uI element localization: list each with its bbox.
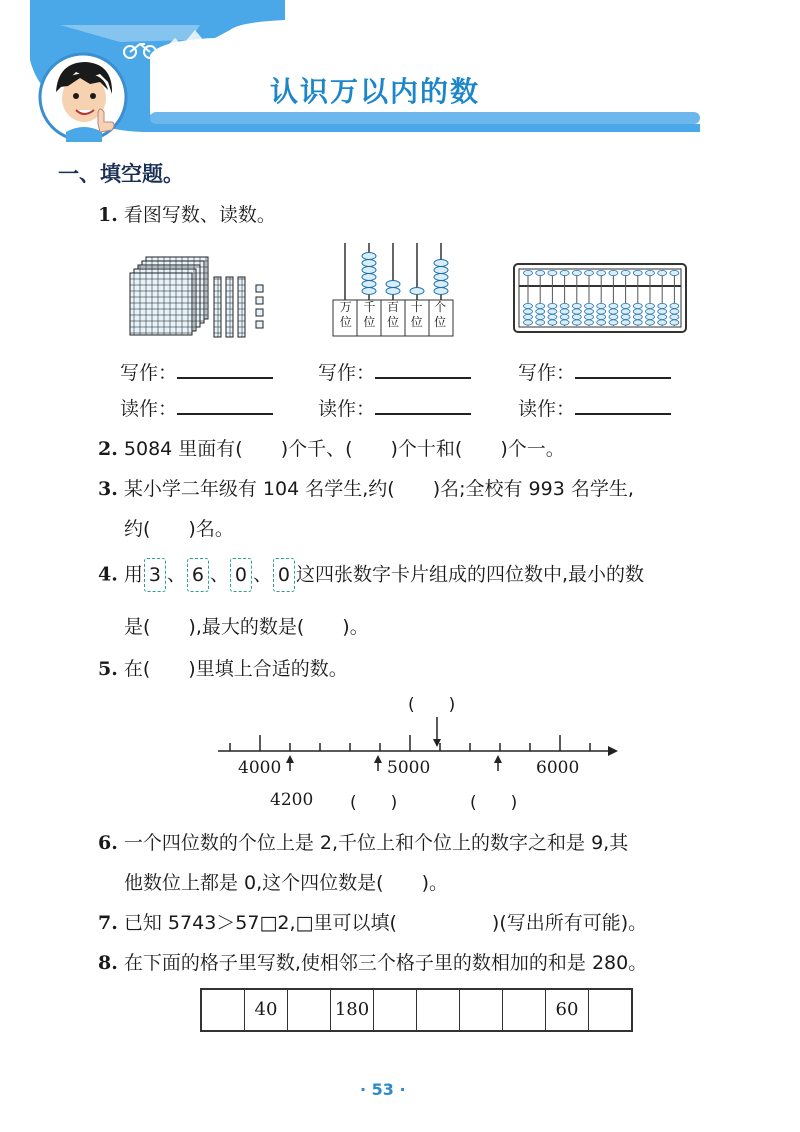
abacus-bead bbox=[560, 270, 569, 275]
abacus-bead bbox=[597, 309, 606, 314]
abacus-bead bbox=[536, 320, 545, 325]
answer-blank[interactable] bbox=[375, 361, 471, 379]
abacus-bead bbox=[646, 309, 655, 314]
question-text: 5084 里面有( )个千、( )个十和( )个一。 bbox=[123, 438, 565, 460]
abacus-bead bbox=[621, 320, 630, 325]
grid-cell[interactable] bbox=[503, 990, 546, 1030]
grid-cell[interactable]: 60 bbox=[546, 990, 589, 1030]
answer-blank[interactable] bbox=[375, 397, 471, 415]
abacus-bead bbox=[560, 303, 569, 308]
page-title: 认识万以内的数 bbox=[270, 75, 481, 108]
grid-cell[interactable] bbox=[417, 990, 460, 1030]
question-5: 5. 在( )里填上合适的数。 bbox=[98, 658, 348, 680]
abacus-bead bbox=[597, 303, 606, 308]
digit-card: 0 bbox=[273, 558, 295, 592]
grid-cell[interactable]: 180 bbox=[331, 990, 374, 1030]
question-6-line-2: 他数位上都是 0,这个四位数是( )。 bbox=[124, 872, 448, 894]
grid-cell[interactable]: 40 bbox=[245, 990, 288, 1030]
read-row-3: 读作： bbox=[518, 394, 671, 421]
answer-blank[interactable] bbox=[575, 397, 671, 415]
base-ten-blocks-figure bbox=[128, 255, 273, 345]
tick-label-6000: 6000 bbox=[536, 758, 580, 778]
abacus-bead bbox=[536, 270, 545, 275]
question-7: 7. 已知 5743＞57□2,□里可以填( )(写出所有可能)。 bbox=[98, 912, 648, 934]
abacus-bead bbox=[548, 303, 557, 308]
abacus-bead bbox=[670, 309, 679, 314]
digit-card: 6 bbox=[187, 558, 209, 592]
write-row-3: 写作： bbox=[518, 358, 671, 385]
boy-avatar bbox=[38, 52, 128, 142]
answer-blank[interactable] bbox=[177, 361, 273, 379]
question-text: 在下面的格子里写数,使相邻三个格子里的数相加的和是 280。 bbox=[123, 952, 648, 974]
abacus-bead bbox=[536, 314, 545, 319]
place-value-labels: 万 位 千 位 百 位 十 位 个 位 bbox=[339, 300, 447, 329]
question-4: 4. 用 3 、 6 、 0 、 0 这四张数字卡片组成的四位数中,最小的数 bbox=[98, 558, 644, 592]
grid-cell[interactable] bbox=[202, 990, 245, 1030]
question-8: 8. 在下面的格子里写数,使相邻三个格子里的数相加的和是 280。 bbox=[98, 952, 648, 974]
page-number: · 53 · bbox=[360, 1080, 406, 1099]
question-3: 3. 某小学二年级有 104 名学生,约( )名;全校有 993 名学生, bbox=[98, 478, 634, 500]
abacus-bead bbox=[609, 303, 618, 308]
abacus-bead bbox=[670, 303, 679, 308]
abacus-bead bbox=[585, 320, 594, 325]
abacus-bead bbox=[609, 270, 618, 275]
abacus-bead bbox=[621, 303, 630, 308]
abacus-bead bbox=[524, 303, 533, 308]
abacus-bead bbox=[585, 303, 594, 308]
abacus-bead bbox=[670, 270, 679, 275]
abacus-bead bbox=[658, 303, 667, 308]
abacus-bead bbox=[572, 320, 581, 325]
abacus-bead bbox=[536, 303, 545, 308]
grid-cell[interactable] bbox=[288, 990, 331, 1030]
digit-card: 0 bbox=[230, 558, 252, 592]
abacus-bead bbox=[560, 314, 569, 319]
abacus-bead bbox=[633, 314, 642, 319]
answer-blank[interactable] bbox=[177, 397, 273, 415]
question-4-line-2: 是( ),最大的数是( )。 bbox=[124, 616, 369, 638]
abacus-bead bbox=[524, 314, 533, 319]
abacus-bead bbox=[572, 303, 581, 308]
abacus-bead bbox=[548, 314, 557, 319]
answer-paren[interactable]: ( ) bbox=[408, 695, 456, 715]
abacus-bead bbox=[646, 303, 655, 308]
section-heading: 一、填空题。 bbox=[58, 162, 184, 186]
read-row-1: 读作： bbox=[120, 394, 273, 421]
abacus-bead bbox=[585, 270, 594, 275]
write-row-2: 写作： bbox=[318, 358, 471, 385]
tick-label-5000: 5000 bbox=[387, 758, 431, 778]
write-row-1: 写作： bbox=[120, 358, 273, 385]
tick-label-4000: 4000 bbox=[238, 758, 282, 778]
abacus-bead bbox=[597, 314, 606, 319]
abacus-bead bbox=[585, 309, 594, 314]
question-text: 某小学二年级有 104 名学生,约( )名;全校有 993 名学生, bbox=[123, 478, 634, 500]
question-3-line-2: 约( )名。 bbox=[124, 518, 234, 540]
abacus-bead bbox=[670, 314, 679, 319]
abacus-bead bbox=[524, 320, 533, 325]
abacus-bead bbox=[658, 320, 667, 325]
abacus-bead bbox=[646, 270, 655, 275]
question-text: 已知 5743＞57□2,□里可以填( )(写出所有可能)。 bbox=[123, 912, 648, 934]
abacus-bead bbox=[572, 270, 581, 275]
abacus-bead bbox=[585, 314, 594, 319]
abacus-bead bbox=[621, 314, 630, 319]
abacus-bead bbox=[658, 270, 667, 275]
abacus-bead bbox=[609, 314, 618, 319]
abacus-bead bbox=[548, 309, 557, 314]
abacus-bead bbox=[597, 270, 606, 275]
abacus-bead bbox=[609, 309, 618, 314]
abacus-bead bbox=[633, 303, 642, 308]
question-text: 在( )里填上合适的数。 bbox=[123, 658, 348, 680]
abacus-bead bbox=[524, 309, 533, 314]
abacus-bead bbox=[524, 270, 533, 275]
abacus-figure bbox=[512, 262, 688, 334]
grid-cell[interactable] bbox=[374, 990, 417, 1030]
abacus-bead bbox=[597, 320, 606, 325]
question-number: 1. bbox=[98, 204, 118, 226]
abacus-bead bbox=[572, 309, 581, 314]
abacus-bead bbox=[536, 309, 545, 314]
answer-paren[interactable]: ( ) bbox=[470, 793, 518, 813]
question-6: 6. 一个四位数的个位上是 2,千位上和个位上的数字之和是 9,其 bbox=[98, 832, 629, 854]
abacus-bead bbox=[633, 309, 642, 314]
question-1 bbox=[98, 200, 276, 227]
abacus-bead bbox=[560, 309, 569, 314]
abacus-bead bbox=[560, 320, 569, 325]
abacus-bead bbox=[646, 320, 655, 325]
abacus-bead bbox=[670, 320, 679, 325]
grid-cell[interactable] bbox=[589, 990, 631, 1030]
tick-label-4200: 4200 bbox=[270, 790, 314, 810]
grid-cell[interactable] bbox=[460, 990, 503, 1030]
abacus-bead bbox=[621, 270, 630, 275]
number-grid bbox=[200, 988, 633, 1032]
answer-paren[interactable]: ( ) bbox=[350, 793, 398, 813]
abacus-bead bbox=[621, 309, 630, 314]
question-2: 2. 5084 里面有( )个千、( )个十和( )个一。 bbox=[98, 438, 565, 460]
abacus-bead bbox=[646, 314, 655, 319]
digit-card: 3 bbox=[144, 558, 166, 592]
abacus-bead bbox=[633, 270, 642, 275]
abacus-bead bbox=[633, 320, 642, 325]
abacus-bead bbox=[658, 309, 667, 314]
abacus-bead bbox=[548, 270, 557, 275]
question-text: 一个四位数的个位上是 2,千位上和个位上的数字之和是 9,其 bbox=[123, 832, 629, 854]
abacus-bead bbox=[572, 314, 581, 319]
question-text: 看图写数、读数。 bbox=[123, 204, 276, 226]
abacus-bead bbox=[658, 314, 667, 319]
answer-blank[interactable] bbox=[575, 361, 671, 379]
abacus-bead bbox=[609, 320, 618, 325]
abacus-bead bbox=[548, 320, 557, 325]
read-row-2: 读作： bbox=[318, 394, 471, 421]
